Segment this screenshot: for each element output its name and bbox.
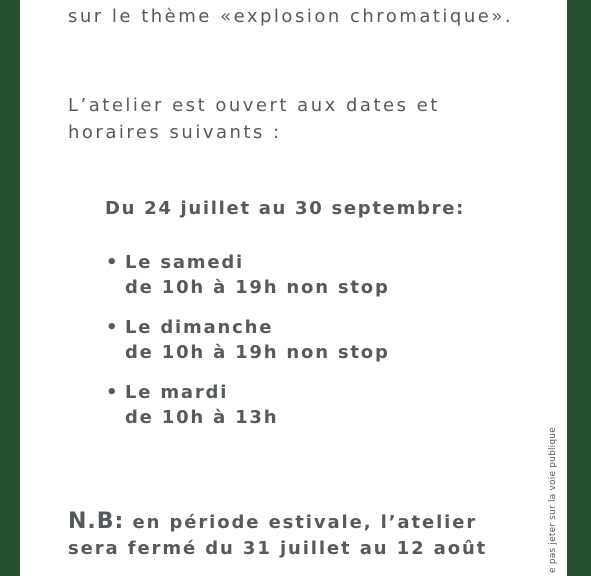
bullet-icon: •: [106, 382, 120, 403]
dates-heading: Du 24 juillet au 30 septembre:: [105, 198, 465, 219]
notice-text-line-1: en période estivale, l’atelier: [124, 512, 478, 533]
closure-notice: [68, 509, 487, 562]
bullet-icon: •: [106, 252, 120, 273]
notice-label: N.B:: [68, 509, 125, 534]
opening-intro: [68, 92, 440, 146]
bullet-icon: •: [106, 317, 120, 338]
schedule-day: Le dimanche: [125, 317, 274, 338]
schedule-list: [100, 250, 390, 445]
schedule-item-saturday: [100, 250, 390, 300]
green-border-left: [0, 0, 20, 576]
schedule-day: Le samedi: [125, 252, 245, 273]
notice-text-line-2: sera fermé du 31 juillet au 12 août: [68, 538, 488, 559]
schedule-item-sunday: [100, 315, 390, 365]
legal-side-note: e pas jeter sur la voie publique: [548, 427, 558, 573]
schedule-day: Le mardi: [125, 382, 229, 403]
schedule-hours: de 10h à 19h non stop: [125, 277, 390, 298]
green-border-right: [567, 0, 591, 576]
opening-line-1: L’atelier est ouvert aux dates et: [68, 95, 440, 116]
opening-line-2: horaires suivants :: [68, 122, 282, 143]
schedule-hours: de 10h à 19h non stop: [125, 342, 390, 363]
schedule-item-tuesday: [100, 380, 390, 430]
theme-line: sur le thème «explosion chromatique».: [68, 6, 514, 27]
theme-text: [68, 3, 513, 30]
schedule-hours: de 10h à 13h: [125, 407, 279, 428]
